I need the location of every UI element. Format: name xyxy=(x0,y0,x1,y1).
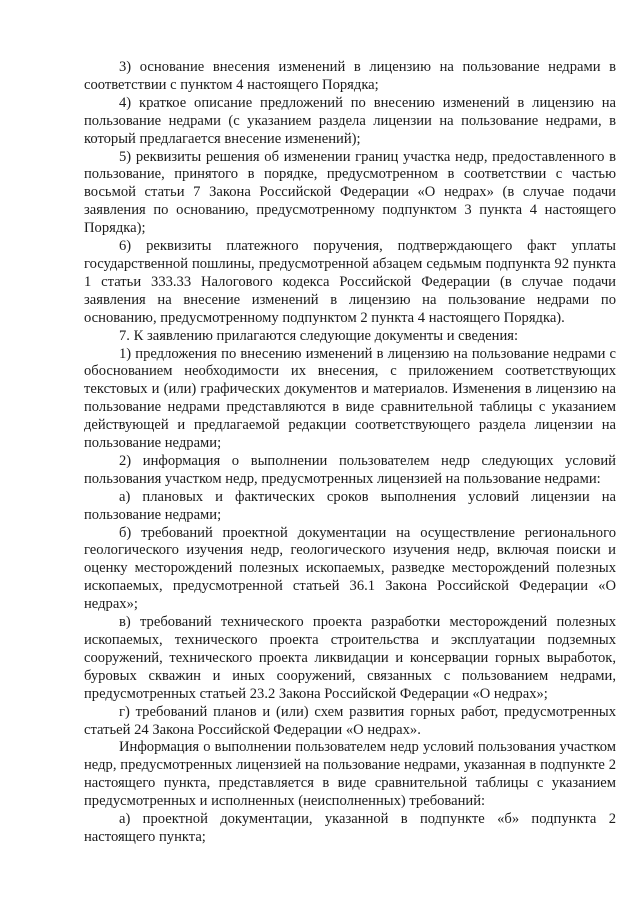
document-page xyxy=(84,59,616,847)
paragraph-subitem-1: 1) предложения по внесению изменений в лицензию на пользование недрами с обоснованием необходимости их внесения, с приложением соответствующих текстовых и (или) графических документов и материалов. Изменения в лицензию на пользование недрами представляются в виде сравнительной таблицы с указанием действующей и предлагаемой редакции соответствующего раздела лицензии на пользование недрами; xyxy=(84,345,616,452)
paragraph-item-6: 6) реквизиты платежного поручения, подтверждающего факт уплаты государственной пошлины, предусмотренной абзацем седьмым подпункта 92 пункта 1 статьи 333.33 Налогового кодекса Российской Федерации (в случае подачи заявления на внесение изменений в лицензию на пользование недрами по основанию, предусмотренному подпунктом 2 пункта 4 настоящего Порядка). xyxy=(84,238,616,326)
paragraph-letter-v: в) требований технического проекта разработки месторождений полезных ископаемых, технического проекта строительства и эксплуатации подземных сооружений, технического проекта ликвидации и консервации горных выработок, буровых скважин и иных сооружений, связанных с пользованием недрами, предусмотренных статьей 23.2 Закона Российской Федерации «О недрах»; xyxy=(84,614,616,702)
paragraph-letter-a: а) плановых и фактических сроков выполнения условий лицензии на пользование недрами; xyxy=(84,488,616,523)
paragraph-item-3: 3) основание внесения изменений в лицензию на пользование недрами в соответствии с пунктом 4 настоящего Порядка; xyxy=(84,59,616,93)
paragraph-letter-g: г) требований планов и (или) схем развития горных работ, предусмотренных статьей 24 Закона Российской Федерации «О недрах». xyxy=(84,703,616,738)
paragraph-letter-b: б) требований проектной документации на осуществление регионального геологического изучения недр, геологического изучения недр, включая поиски и оценку месторождений полезных ископаемых, разведке месторождений полезных ископаемых, предусмотренной статьей 36.1 Закона Российской Федерации «О недрах»; xyxy=(84,524,616,613)
paragraph-subitem-2: 2) информация о выполнении пользователем недр следующих условий пользования участком недр, предусмотренных лицензией на пользование недрами: xyxy=(84,452,616,487)
paragraph-section-7: 7. К заявлению прилагаются следующие документы и сведения: xyxy=(119,327,519,344)
paragraph-item-4: 4) краткое описание предложений по внесению изменений в лицензию на пользование недрами (с указанием раздела лицензии на пользование недрами, в который предлагается внесение изменений); xyxy=(84,94,616,147)
paragraph-item-5: 5) реквизиты решения об изменении границ участка недр, предоставленного в пользование, принятого в порядке, предусмотренном в соответствии с частью восьмой статьи 7 Закона Российской Федерации «О недрах» (в случае подачи заявления по основанию, предусмотренному подпунктом 3 пункта 4 настоящего Порядка); xyxy=(84,148,616,237)
paragraph-information: Информация о выполнении пользователем недр условий пользования участком недр, предусмотренных лицензией на пользование недрами, указанная в подпункте 2 настоящего пункта, представляется в виде сравнительной таблицы с указанием предусмотренных и исполненных (неисполненных) требований: xyxy=(84,739,616,810)
paragraph-letter-a-project: а) проектной документации, указанной в подпункте «б» подпункта 2 настоящего пункта; xyxy=(84,811,616,845)
